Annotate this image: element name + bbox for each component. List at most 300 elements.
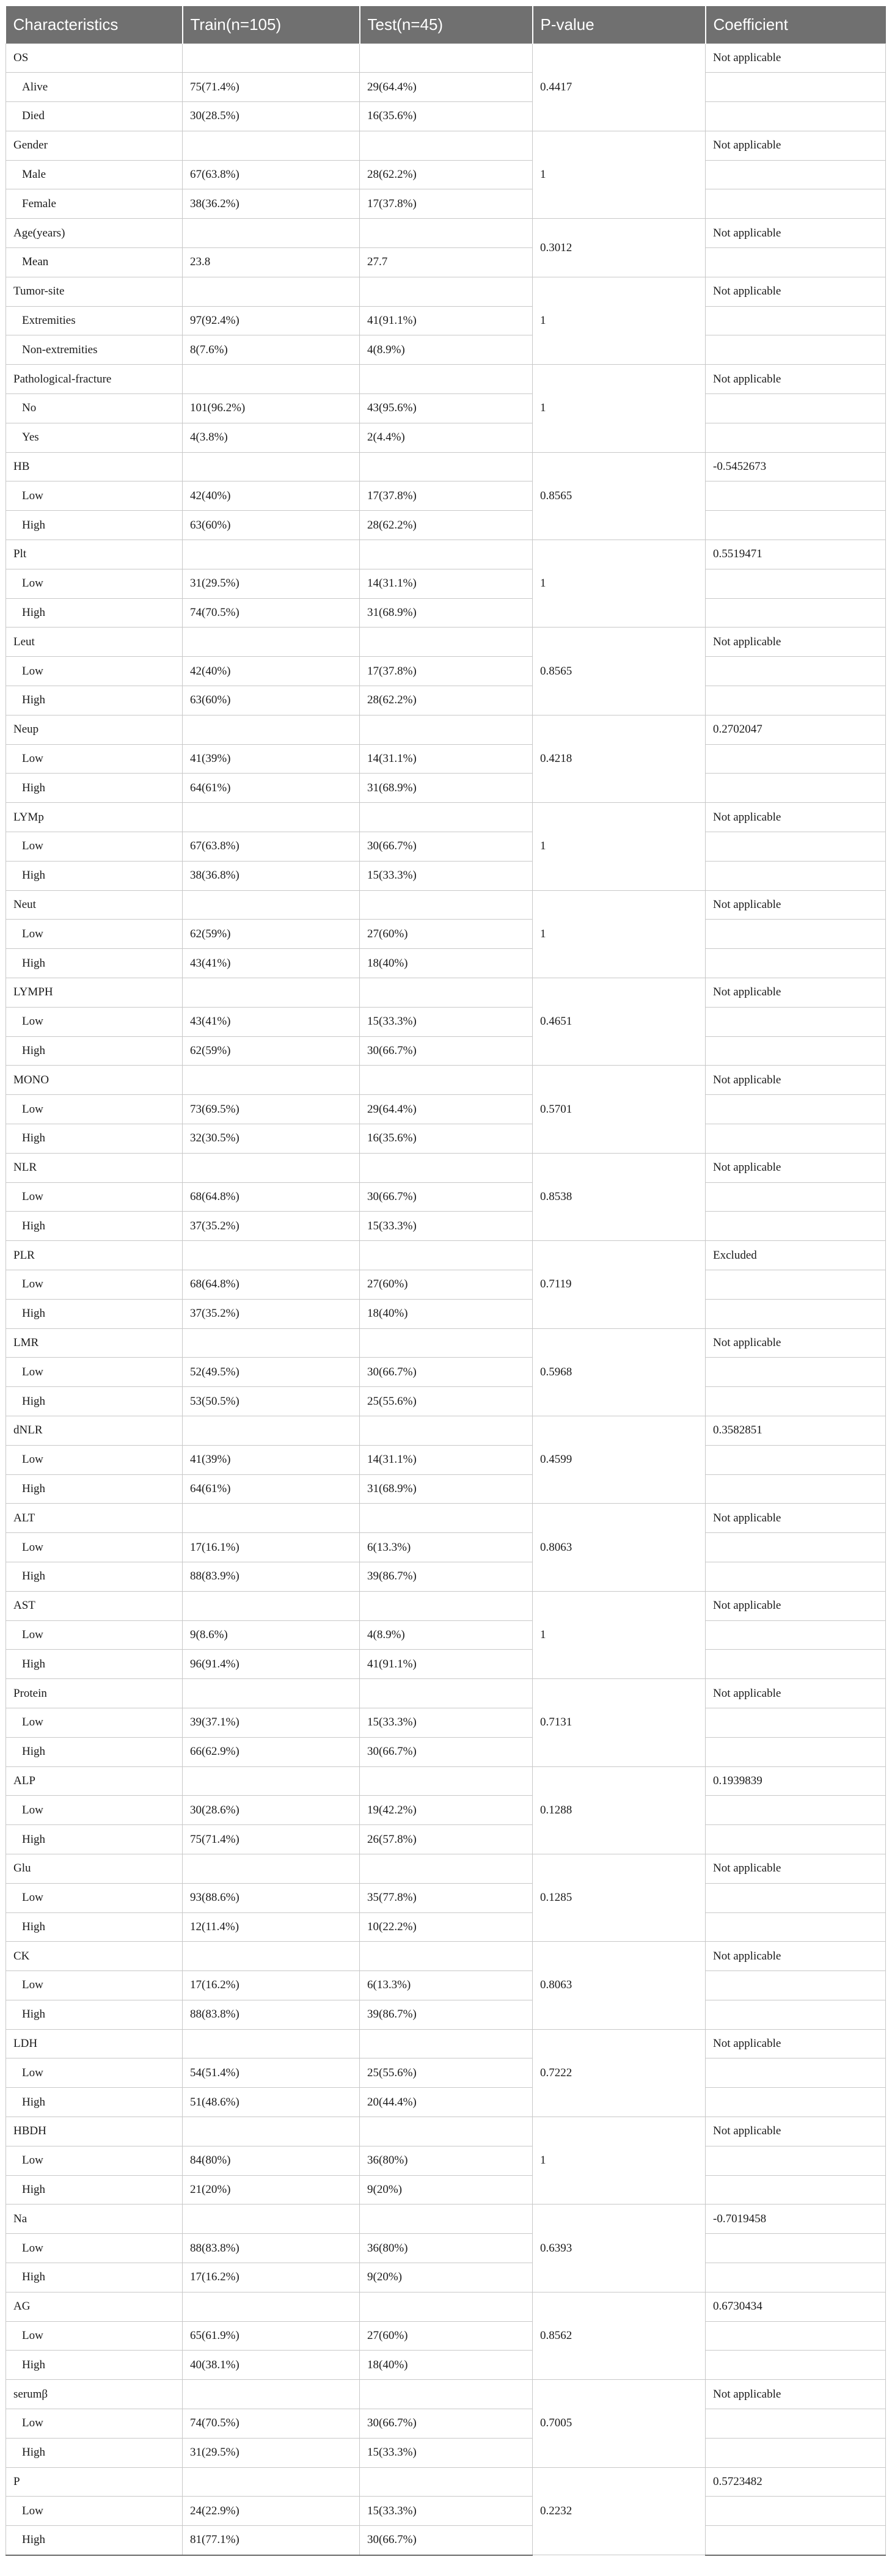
- p-value-cell: 0.4218: [533, 715, 706, 802]
- coefficient-cell: [706, 686, 886, 715]
- p-value-cell: 1: [533, 277, 706, 364]
- test-value: 27(60%): [360, 920, 533, 949]
- coefficient-cell: [706, 1883, 886, 1912]
- level-label: Extremities: [6, 306, 183, 335]
- train-value: 96(91.4%): [183, 1650, 360, 1679]
- train-value: 17(16.2%): [183, 1971, 360, 2000]
- test-value: 26(57.8%): [360, 1825, 533, 1854]
- train-cell: [183, 803, 360, 832]
- test-value: 16(35.6%): [360, 102, 533, 131]
- train-value: 53(50.5%): [183, 1387, 360, 1416]
- test-value: 30(66.7%): [360, 2526, 533, 2555]
- level-label: High: [6, 2088, 183, 2117]
- variable-name: Gender: [6, 131, 183, 160]
- level-label: High: [6, 1474, 183, 1504]
- coefficient-cell: [706, 598, 886, 628]
- train-value: 30(28.6%): [183, 1796, 360, 1825]
- coefficient-cell: [706, 1299, 886, 1328]
- table-row: [6, 1007, 886, 1036]
- test-value: 31(68.9%): [360, 1474, 533, 1504]
- table-row: [6, 1299, 886, 1328]
- variable-name: ALP: [6, 1766, 183, 1796]
- test-value: 9(20%): [360, 2175, 533, 2205]
- variable-name: Neup: [6, 715, 183, 744]
- table-row: [6, 1212, 886, 1241]
- level-label: High: [6, 2263, 183, 2292]
- group-header-row: [6, 452, 886, 481]
- test-value: 15(33.3%): [360, 2438, 533, 2467]
- test-value: 14(31.1%): [360, 569, 533, 598]
- test-value: 18(40%): [360, 949, 533, 978]
- p-value-cell: 0.3012: [533, 219, 706, 277]
- p-value-cell: 1: [533, 131, 706, 218]
- table-row: [6, 949, 886, 978]
- test-value: 14(31.1%): [360, 1445, 533, 1474]
- table-row: [6, 598, 886, 628]
- coefficient-cell: [706, 1971, 886, 2000]
- train-cell: [183, 2380, 360, 2409]
- test-value: 10(22.2%): [360, 1912, 533, 1942]
- level-label: Low: [6, 832, 183, 862]
- coefficient-cell: [706, 306, 886, 335]
- coefficient-cell: Not applicable: [706, 1066, 886, 1095]
- group-header-row: [6, 1066, 886, 1095]
- level-label: Low: [6, 2497, 183, 2526]
- train-value: 63(60%): [183, 511, 360, 540]
- test-cell: [360, 803, 533, 832]
- table-row: [6, 920, 886, 949]
- test-value: 27(60%): [360, 2321, 533, 2351]
- train-value: 21(20%): [183, 2175, 360, 2205]
- test-value: 14(31.1%): [360, 744, 533, 774]
- group-header-row: [6, 2029, 886, 2058]
- variable-name: ALT: [6, 1504, 183, 1533]
- coefficient-cell: [706, 2497, 886, 2526]
- coefficient-cell: [706, 481, 886, 511]
- test-value: 39(86.7%): [360, 1562, 533, 1591]
- coefficient-cell: [706, 2088, 886, 2117]
- header-p-value: P-value: [533, 6, 706, 43]
- test-cell: [360, 1328, 533, 1358]
- train-value: 68(64.8%): [183, 1270, 360, 1299]
- level-label: Low: [6, 1270, 183, 1299]
- p-value-cell: 0.4599: [533, 1416, 706, 1503]
- train-value: 62(59%): [183, 1036, 360, 1066]
- test-cell: [360, 2205, 533, 2234]
- coefficient-cell: Not applicable: [706, 890, 886, 920]
- variable-name: Tumor-site: [6, 277, 183, 306]
- coefficient-cell: Excluded: [706, 1241, 886, 1270]
- group-header-row: [6, 2292, 886, 2321]
- coefficient-cell: [706, 920, 886, 949]
- table-row: [6, 1445, 886, 1474]
- p-value-cell: 0.2232: [533, 2467, 706, 2555]
- train-value: 74(70.5%): [183, 2409, 360, 2439]
- test-value: 20(44.4%): [360, 2088, 533, 2117]
- table-row: [6, 160, 886, 189]
- table-row: [6, 394, 886, 423]
- train-value: 42(40%): [183, 657, 360, 686]
- train-value: 17(16.1%): [183, 1533, 360, 1562]
- p-value-cell: 0.8562: [533, 2292, 706, 2379]
- group-header-row: [6, 1504, 886, 1533]
- test-cell: [360, 2117, 533, 2146]
- coefficient-cell: [706, 1124, 886, 1153]
- level-label: Low: [6, 1095, 183, 1124]
- train-value: 39(37.1%): [183, 1708, 360, 1737]
- test-value: 35(77.8%): [360, 1883, 533, 1912]
- table-row: [6, 2438, 886, 2467]
- table-row: [6, 248, 886, 277]
- test-cell: [360, 1241, 533, 1270]
- test-cell: [360, 715, 533, 744]
- train-value: 31(29.5%): [183, 569, 360, 598]
- train-value: 66(62.9%): [183, 1737, 360, 1766]
- test-value: 29(64.4%): [360, 73, 533, 102]
- level-label: High: [6, 1299, 183, 1328]
- level-label: High: [6, 598, 183, 628]
- variable-name: AG: [6, 2292, 183, 2321]
- train-value: 17(16.2%): [183, 2263, 360, 2292]
- level-label: Low: [6, 2146, 183, 2175]
- train-cell: [183, 1504, 360, 1533]
- p-value-cell: 1: [533, 365, 706, 452]
- level-label: High: [6, 511, 183, 540]
- train-cell: [183, 628, 360, 657]
- table-row: [6, 2351, 886, 2380]
- p-value-cell: 0.7119: [533, 1241, 706, 1328]
- p-value-cell: 1: [533, 2117, 706, 2205]
- coefficient-cell: [706, 1387, 886, 1416]
- train-cell: [183, 715, 360, 744]
- coefficient-cell: [706, 2058, 886, 2088]
- train-value: 88(83.8%): [183, 2000, 360, 2029]
- level-label: Low: [6, 1358, 183, 1387]
- level-label: High: [6, 2175, 183, 2205]
- level-label: High: [6, 949, 183, 978]
- level-label: Yes: [6, 423, 183, 452]
- train-value: 37(35.2%): [183, 1299, 360, 1328]
- table-row: [6, 569, 886, 598]
- test-cell: [360, 2380, 533, 2409]
- variable-name: Pathological-fracture: [6, 365, 183, 394]
- group-header-row: [6, 1591, 886, 1620]
- group-header-row: [6, 131, 886, 160]
- coefficient-cell: [706, 949, 886, 978]
- group-header-row: [6, 628, 886, 657]
- coefficient-cell: [706, 73, 886, 102]
- table-row: [6, 2000, 886, 2029]
- test-value: 16(35.6%): [360, 1124, 533, 1153]
- group-header-row: [6, 1854, 886, 1883]
- train-value: 41(39%): [183, 744, 360, 774]
- variable-name: NLR: [6, 1153, 183, 1182]
- group-header-row: [6, 1328, 886, 1358]
- table-row: [6, 1912, 886, 1942]
- variable-name: P: [6, 2467, 183, 2497]
- train-cell: [183, 1591, 360, 1620]
- variable-name: Protein: [6, 1679, 183, 1708]
- p-value-cell: 0.8538: [533, 1153, 706, 1240]
- train-value: 31(29.5%): [183, 2438, 360, 2467]
- test-cell: [360, 2467, 533, 2497]
- table-row: [6, 1358, 886, 1387]
- table-row: [6, 774, 886, 803]
- level-label: Low: [6, 2321, 183, 2351]
- group-header-row: [6, 715, 886, 744]
- coefficient-cell: [706, 189, 886, 219]
- train-cell: [183, 2205, 360, 2234]
- variable-name: Neut: [6, 890, 183, 920]
- test-value: 39(86.7%): [360, 2000, 533, 2029]
- level-label: No: [6, 394, 183, 423]
- table-body: [6, 43, 886, 2555]
- level-label: Mean: [6, 248, 183, 277]
- level-label: High: [6, 774, 183, 803]
- table-row: [6, 2526, 886, 2555]
- test-value: 15(33.3%): [360, 2497, 533, 2526]
- level-label: Low: [6, 481, 183, 511]
- level-label: High: [6, 686, 183, 715]
- p-value-cell: 0.4651: [533, 978, 706, 1066]
- p-value-cell: 0.1285: [533, 1854, 706, 1941]
- coefficient-cell: [706, 2351, 886, 2380]
- test-cell: [360, 452, 533, 481]
- test-value: 27(60%): [360, 1270, 533, 1299]
- test-cell: [360, 43, 533, 73]
- test-cell: [360, 1153, 533, 1182]
- train-value: 54(51.4%): [183, 2058, 360, 2088]
- group-header-row: [6, 2380, 886, 2409]
- coefficient-cell: Not applicable: [706, 1153, 886, 1182]
- p-value-cell: 0.8063: [533, 1942, 706, 2029]
- train-value: 75(71.4%): [183, 73, 360, 102]
- train-cell: [183, 2029, 360, 2058]
- test-value: 30(66.7%): [360, 1182, 533, 1212]
- level-label: Female: [6, 189, 183, 219]
- coefficient-cell: [706, 511, 886, 540]
- train-value: 81(77.1%): [183, 2526, 360, 2555]
- level-label: Low: [6, 1883, 183, 1912]
- group-header-row: [6, 803, 886, 832]
- train-cell: [183, 1766, 360, 1796]
- test-value: 9(20%): [360, 2263, 533, 2292]
- test-value: 2(4.4%): [360, 423, 533, 452]
- test-value: 30(66.7%): [360, 1036, 533, 1066]
- train-value: 42(40%): [183, 481, 360, 511]
- variable-name: CK: [6, 1942, 183, 1971]
- p-value-cell: 0.1288: [533, 1766, 706, 1854]
- level-label: High: [6, 2438, 183, 2467]
- level-label: Low: [6, 1445, 183, 1474]
- train-value: 84(80%): [183, 2146, 360, 2175]
- level-label: High: [6, 2351, 183, 2380]
- test-value: 30(66.7%): [360, 1358, 533, 1387]
- train-value: 63(60%): [183, 686, 360, 715]
- coefficient-cell: [706, 1007, 886, 1036]
- coefficient-cell: Not applicable: [706, 1591, 886, 1620]
- variable-name: HBDH: [6, 2117, 183, 2146]
- p-value-cell: 0.7005: [533, 2380, 706, 2467]
- test-value: 17(37.8%): [360, 481, 533, 511]
- group-header-row: [6, 890, 886, 920]
- test-value: 28(62.2%): [360, 686, 533, 715]
- table-row: [6, 73, 886, 102]
- test-cell: [360, 365, 533, 394]
- coefficient-cell: [706, 569, 886, 598]
- test-value: 28(62.2%): [360, 511, 533, 540]
- variable-name: LYMp: [6, 803, 183, 832]
- group-header-row: [6, 2467, 886, 2497]
- level-label: High: [6, 1212, 183, 1241]
- train-value: 93(88.6%): [183, 1883, 360, 1912]
- coefficient-cell: [706, 1708, 886, 1737]
- group-header-row: [6, 1416, 886, 1445]
- level-label: Low: [6, 1796, 183, 1825]
- coefficient-cell: Not applicable: [706, 2029, 886, 2058]
- table-row: [6, 423, 886, 452]
- train-cell: [183, 131, 360, 160]
- coefficient-cell: [706, 1270, 886, 1299]
- test-cell: [360, 628, 533, 657]
- train-value: 67(63.8%): [183, 160, 360, 189]
- train-value: 9(8.6%): [183, 1620, 360, 1650]
- train-cell: [183, 1854, 360, 1883]
- train-value: 64(61%): [183, 1474, 360, 1504]
- test-value: 41(91.1%): [360, 306, 533, 335]
- level-label: High: [6, 1124, 183, 1153]
- coefficient-cell: Not applicable: [706, 1679, 886, 1708]
- train-value: 51(48.6%): [183, 2088, 360, 2117]
- level-label: High: [6, 1036, 183, 1066]
- train-value: 37(35.2%): [183, 1212, 360, 1241]
- train-cell: [183, 277, 360, 306]
- level-label: High: [6, 2000, 183, 2029]
- table-row: [6, 1737, 886, 1766]
- variable-name: Leut: [6, 628, 183, 657]
- train-value: 73(69.5%): [183, 1095, 360, 1124]
- table-row: [6, 1387, 886, 1416]
- coefficient-cell: 0.5519471: [706, 540, 886, 569]
- level-label: Low: [6, 1533, 183, 1562]
- test-value: 15(33.3%): [360, 1708, 533, 1737]
- variable-name: PLR: [6, 1241, 183, 1270]
- test-value: 27.7: [360, 248, 533, 277]
- test-value: 17(37.8%): [360, 189, 533, 219]
- level-label: High: [6, 1825, 183, 1854]
- train-value: 88(83.8%): [183, 2234, 360, 2263]
- group-header-row: [6, 1942, 886, 1971]
- test-cell: [360, 219, 533, 248]
- test-value: 29(64.4%): [360, 1095, 533, 1124]
- coefficient-cell: Not applicable: [706, 277, 886, 306]
- coefficient-cell: [706, 1445, 886, 1474]
- group-header-row: [6, 365, 886, 394]
- level-label: Low: [6, 569, 183, 598]
- test-value: 6(13.3%): [360, 1971, 533, 2000]
- coefficient-cell: [706, 1036, 886, 1066]
- table-row: [6, 686, 886, 715]
- test-value: 31(68.9%): [360, 598, 533, 628]
- coefficient-cell: [706, 1358, 886, 1387]
- table-header: [6, 6, 886, 43]
- header-row: [6, 6, 886, 43]
- coefficient-cell: 0.1939839: [706, 1766, 886, 1796]
- p-value-cell: 1: [533, 540, 706, 628]
- train-value: 41(39%): [183, 1445, 360, 1474]
- group-header-row: [6, 2205, 886, 2234]
- table-row: [6, 1971, 886, 2000]
- table-row: [6, 2088, 886, 2117]
- test-value: 31(68.9%): [360, 774, 533, 803]
- test-value: 28(62.2%): [360, 160, 533, 189]
- p-value-cell: 0.8063: [533, 1504, 706, 1591]
- table-row: [6, 2175, 886, 2205]
- table-row: [6, 1796, 886, 1825]
- test-value: 17(37.8%): [360, 657, 533, 686]
- test-value: 6(13.3%): [360, 1533, 533, 1562]
- train-value: 43(41%): [183, 949, 360, 978]
- train-cell: [183, 1153, 360, 1182]
- coefficient-cell: [706, 1737, 886, 1766]
- table-row: [6, 102, 886, 131]
- level-label: High: [6, 861, 183, 890]
- train-value: 40(38.1%): [183, 2351, 360, 2380]
- coefficient-cell: [706, 1562, 886, 1591]
- coefficient-cell: 0.2702047: [706, 715, 886, 744]
- table-row: [6, 2058, 886, 2088]
- header-characteristics: Characteristics: [6, 6, 183, 43]
- level-label: Low: [6, 2058, 183, 2088]
- level-label: Low: [6, 1708, 183, 1737]
- table-row: [6, 2497, 886, 2526]
- train-value: 65(61.9%): [183, 2321, 360, 2351]
- test-cell: [360, 1416, 533, 1445]
- header-test: Test(n=45): [360, 6, 533, 43]
- level-label: Low: [6, 1182, 183, 1212]
- level-label: Low: [6, 1007, 183, 1036]
- test-cell: [360, 1766, 533, 1796]
- coefficient-cell: [706, 1912, 886, 1942]
- table-row: [6, 861, 886, 890]
- coefficient-cell: [706, 2263, 886, 2292]
- train-cell: [183, 2117, 360, 2146]
- coefficient-cell: [706, 1474, 886, 1504]
- level-label: Low: [6, 744, 183, 774]
- train-cell: [183, 365, 360, 394]
- group-header-row: [6, 1766, 886, 1796]
- train-cell: [183, 1416, 360, 1445]
- train-value: 30(28.5%): [183, 102, 360, 131]
- variable-name: Glu: [6, 1854, 183, 1883]
- coefficient-cell: Not applicable: [706, 131, 886, 160]
- p-value-cell: 1: [533, 803, 706, 890]
- coefficient-cell: [706, 2321, 886, 2351]
- p-value-cell: 0.7131: [533, 1679, 706, 1766]
- test-cell: [360, 2292, 533, 2321]
- level-label: High: [6, 1737, 183, 1766]
- train-value: 12(11.4%): [183, 1912, 360, 1942]
- variable-name: Plt: [6, 540, 183, 569]
- train-cell: [183, 1942, 360, 1971]
- coefficient-cell: Not applicable: [706, 1854, 886, 1883]
- level-label: Alive: [6, 73, 183, 102]
- test-value: 36(80%): [360, 2146, 533, 2175]
- coefficient-cell: [706, 2234, 886, 2263]
- table-row: [6, 1270, 886, 1299]
- test-value: 4(8.9%): [360, 1620, 533, 1650]
- test-cell: [360, 1679, 533, 1708]
